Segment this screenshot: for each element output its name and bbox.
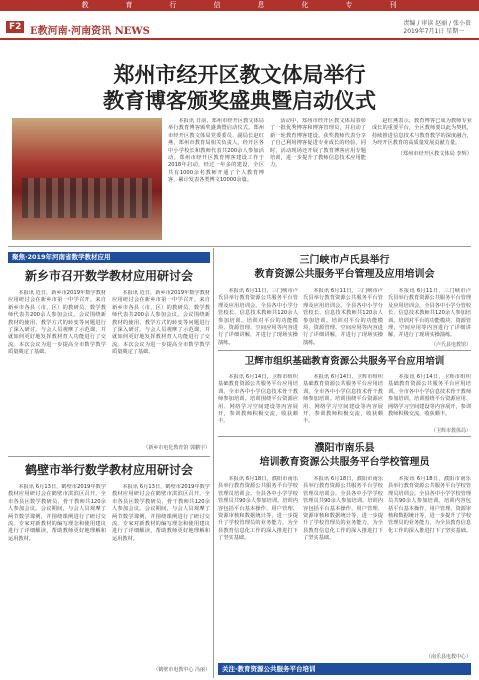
article-text: 本报讯 6月14日，卫辉市组织基础教育资源公共服务平台应用培训。全市各中小学信息技术骨干教师参加培训。培训围绕平台资源应用、网络学习空间建设等内容展开，参训教师积极交流，收获颇丰。 xyxy=(388,374,471,418)
article-body-col3 xyxy=(388,288,471,340)
editor-line: 责编 / 审读 赵丽 / 张小贵 xyxy=(403,20,471,27)
article-byline: （卫辉市教体局） xyxy=(430,428,471,434)
masthead-rule xyxy=(0,38,479,40)
lead-photo xyxy=(12,118,162,240)
masthead-meta xyxy=(403,20,471,36)
section-title: E教河南·河南资讯 NEWS xyxy=(30,26,150,37)
divider xyxy=(218,350,471,351)
page-number: F2 xyxy=(6,21,24,33)
strip-char: 教 xyxy=(81,1,90,9)
article-title-line2: 教育资源公共服务平台管理及应用培训会 xyxy=(254,269,435,280)
article-title-line1: 三门峡市卢氏县举行 xyxy=(299,255,390,266)
article-body-col3 xyxy=(388,476,471,652)
article-text: 本报讯 6月18日，濮阳市南乐县举行教育资源公共服务平台学校管理员培训会。全县各中小学学校管理员共90余人参加培训。培训内容包括平台基本操作、用户管理、资源审核和数据统计等，进一步提升了学校管理员的业务能力，为全县教育信息化工作的深入推进打下了坚实基础。 xyxy=(388,476,471,534)
article-body xyxy=(218,374,298,434)
masthead xyxy=(0,13,479,39)
article-body-col2 xyxy=(303,374,383,434)
article-text: 本报讯 6月11日，三门峡市卢氏县举行教育资源公共服务平台管理及应用培训会。全县各中小学分管校长、信息技术教师共120余人参加培训。培训对平台的功能模块、资源管理、空间应用等内容进行了详细讲解，并进行了现场实操演练。 xyxy=(218,288,298,346)
section-bar: 聚焦·2019年河南省数学教材应用 xyxy=(8,252,210,263)
strip-char: 专 xyxy=(345,1,354,9)
article-text: 本报讯 近日，新乡市2019年数学教材应用研讨会在新乡市第一中学召开。来自新乡市各县（市、区）的教研员、数学教师代表共200余人参加会议。会议围绕新教材的使用、教学方式的转变等问题进行了深入研讨。与会人员观摩了示范课，并就如何更好地发挥教材育人功能进行了交流。本次会议为进一步提高全市数学教学质量奠定了基础。 xyxy=(112,290,210,356)
article-title: 新乡市召开数学教材应用研讨会 xyxy=(24,269,193,283)
article-byline: （新乡市电化教育馆 郭鹏宇） xyxy=(143,445,210,451)
divider xyxy=(8,246,471,247)
strip-char: 育 xyxy=(125,1,134,9)
article-body-col2 xyxy=(303,288,383,348)
lead-article-text: 活动中，郑州市经开区教文体局表彰了一批优秀博客和博客管理员，并启动了新一轮教育博客建设。获奖教师代表分享了自己利用博客促进专业成长的经验。同时，活动现场还开展了教育博客应用专题培训，进一步提升了教师信息技术应用能力。 xyxy=(270,118,366,169)
headline-line1: 郑州市经开区教文体局举行 xyxy=(113,62,366,87)
lead-article-col2 xyxy=(270,118,366,242)
article-body xyxy=(8,290,106,450)
divider xyxy=(8,456,210,457)
article-title: 卫辉市组织基础教育资源公共服务平台应用培训 xyxy=(244,356,445,367)
article-text: 本报讯 6月11日，三门峡市卢氏县举行教育资源公共服务平台管理及应用培训会。全县各中小学分管校长、信息技术教师共120余人参加培训。培训对平台的功能模块、资源管理、空间应用等内容进行了详细讲解，并进行了现场实操演练。 xyxy=(388,288,471,339)
lead-article-text: 本报讯 日前，郑州市经开区教文体局举行教育博客颁奖盛典暨启动仪式。郑州市经开区教文体局党委委员、副局长赵红燕，郑州市教育局相关负责人，经开区各中小学校长和教师代表共200余人参加活动。郑州市经开区教育博客建设工作于2018年启动，经过一年多的建设，全区共有1000余名教师开通了个人教育博客，累计发表各类博文10000余篇。 xyxy=(168,118,264,184)
bottom-section-bar: 关注·教育资源公共服务平台培训 xyxy=(218,663,471,675)
strip-char: 刊 xyxy=(389,1,398,9)
divider xyxy=(218,436,471,437)
article-body-col3 xyxy=(388,374,471,426)
headline-line2: 教育博客颁奖盛典暨启动仪式 xyxy=(103,88,376,113)
article-byline: （南乐县电教中心） xyxy=(425,654,471,660)
article-text: 本报讯 6月13日，鹤壁市2019年数学教材应用研讨会在鹤壁市淇滨区召开。全市各县区数学教研员、骨干教师共120余人参加会议。会议期间，与会人员观摩了两节数学课例，并围绕课例进行了研讨交流。专家对新教材的编写理念和使用建议进行了详细解读，帮助教师更好地理解和运用教材。 xyxy=(112,484,210,542)
article-body xyxy=(218,288,298,348)
column-divider xyxy=(213,248,214,678)
article-text: 本报讯 6月11日，三门峡市卢氏县举行教育资源公共服务平台管理及应用培训会。全县各中小学分管校长、信息技术教师共120余人参加培训。培训对平台的功能模块、资源管理、空间应用等内容进行了详细讲解，并进行了现场实操演练。 xyxy=(303,288,383,346)
article-text: 本报讯 近日，新乡市2019年数学教材应用研讨会在新乡市第一中学召开。来自新乡市各县（市、区）的教研员、数学教师代表共200余人参加会议。会议围绕新教材的使用、教学方式的转变等问题进行了深入研讨。与会人员观摩了示范课，并就如何更好地发挥教材育人功能进行了交流。本次会议为进一步提高全市数学教学质量奠定了基础。 xyxy=(8,290,106,356)
article-text: 本报讯 6月18日，濮阳市南乐县举行教育资源公共服务平台学校管理员培训会。全县各中小学学校管理员共90余人参加培训。培训内容包括平台基本操作、用户管理、资源审核和数据统计等，进一步提升了学校管理员的业务能力，为全县教育信息化工作的深入推进打下了坚实基础。 xyxy=(218,476,298,542)
lead-byline: （郑州市经开区教文体局 李辉） xyxy=(397,150,472,157)
lead-article-col1 xyxy=(168,118,264,242)
date-line: 2019年7月1日 星期一 xyxy=(403,28,465,35)
article-title-line1: 濮阳市南乐县 xyxy=(314,443,375,454)
strip-char: 信 xyxy=(213,1,222,9)
article-byline: （鹤壁市电教中心 冯丽） xyxy=(153,667,210,673)
article-body-col2 xyxy=(303,476,383,660)
strip-char: 行 xyxy=(169,1,178,9)
article-body-col2 xyxy=(112,290,210,440)
article-text: 本报讯 6月13日，鹤壁市2019年数学教材应用研讨会在鹤壁市淇滨区召开。全市各县区数学教研员、骨干教师共120余人参加会议。会议期间，与会人员观摩了两节数学课例，并围绕课例进行了研讨交流。专家对新教材的编写理念和使用建议进行了详细解读，帮助教师更好地理解和运用教材。 xyxy=(8,484,106,542)
article-body xyxy=(8,484,106,674)
article-text: 本报讯 6月14日，卫辉市组织基础教育资源公共服务平台应用培训。全市各中小学信息技术骨干教师参加培训。培训围绕平台资源应用、网络学习空间建设等内容展开，参训教师积极交流，收获颇丰。 xyxy=(218,374,298,425)
lead-article-col3 xyxy=(372,118,472,242)
article-text: 本报讯 6月14日，卫辉市组织基础教育资源公共服务平台应用培训。全市各中小学信息技术骨干教师参加培训。培训围绕平台资源应用、网络学习空间建设等内容展开，参训教师积极交流，收获颇丰。 xyxy=(303,374,383,425)
strip-char: 化 xyxy=(301,1,310,9)
main-headline xyxy=(0,62,479,114)
lead-article-text: 赵红燕表示，教育博客已成为教师专业成长的重要平台，全区教师要以此为契机，持续推进信息技术与教育教学的深度融合，为经开区教育的高质量发展贡献力量。 xyxy=(372,118,472,147)
article-title-line2: 培训教育资源公共服务平台学校管理员 xyxy=(259,457,430,468)
article-byline: （卢氏县电教馆） xyxy=(430,342,471,348)
article-text: 本报讯 6月18日，濮阳市南乐县举行教育资源公共服务平台学校管理员培训会。全县各中小学学校管理员共90余人参加培训。培训内容包括平台基本操作、用户管理、资源审核和数据统计等，进一步提升了学校管理员的业务能力，为全县教育信息化工作的深入推进打下了坚实基础。 xyxy=(303,476,383,542)
article-body xyxy=(218,476,298,660)
strip-char: 息 xyxy=(257,1,266,9)
top-strip-text xyxy=(0,0,479,11)
article-body-col2 xyxy=(112,484,210,664)
article-title: 鹤壁市举行数学教材应用研讨会 xyxy=(24,463,193,477)
